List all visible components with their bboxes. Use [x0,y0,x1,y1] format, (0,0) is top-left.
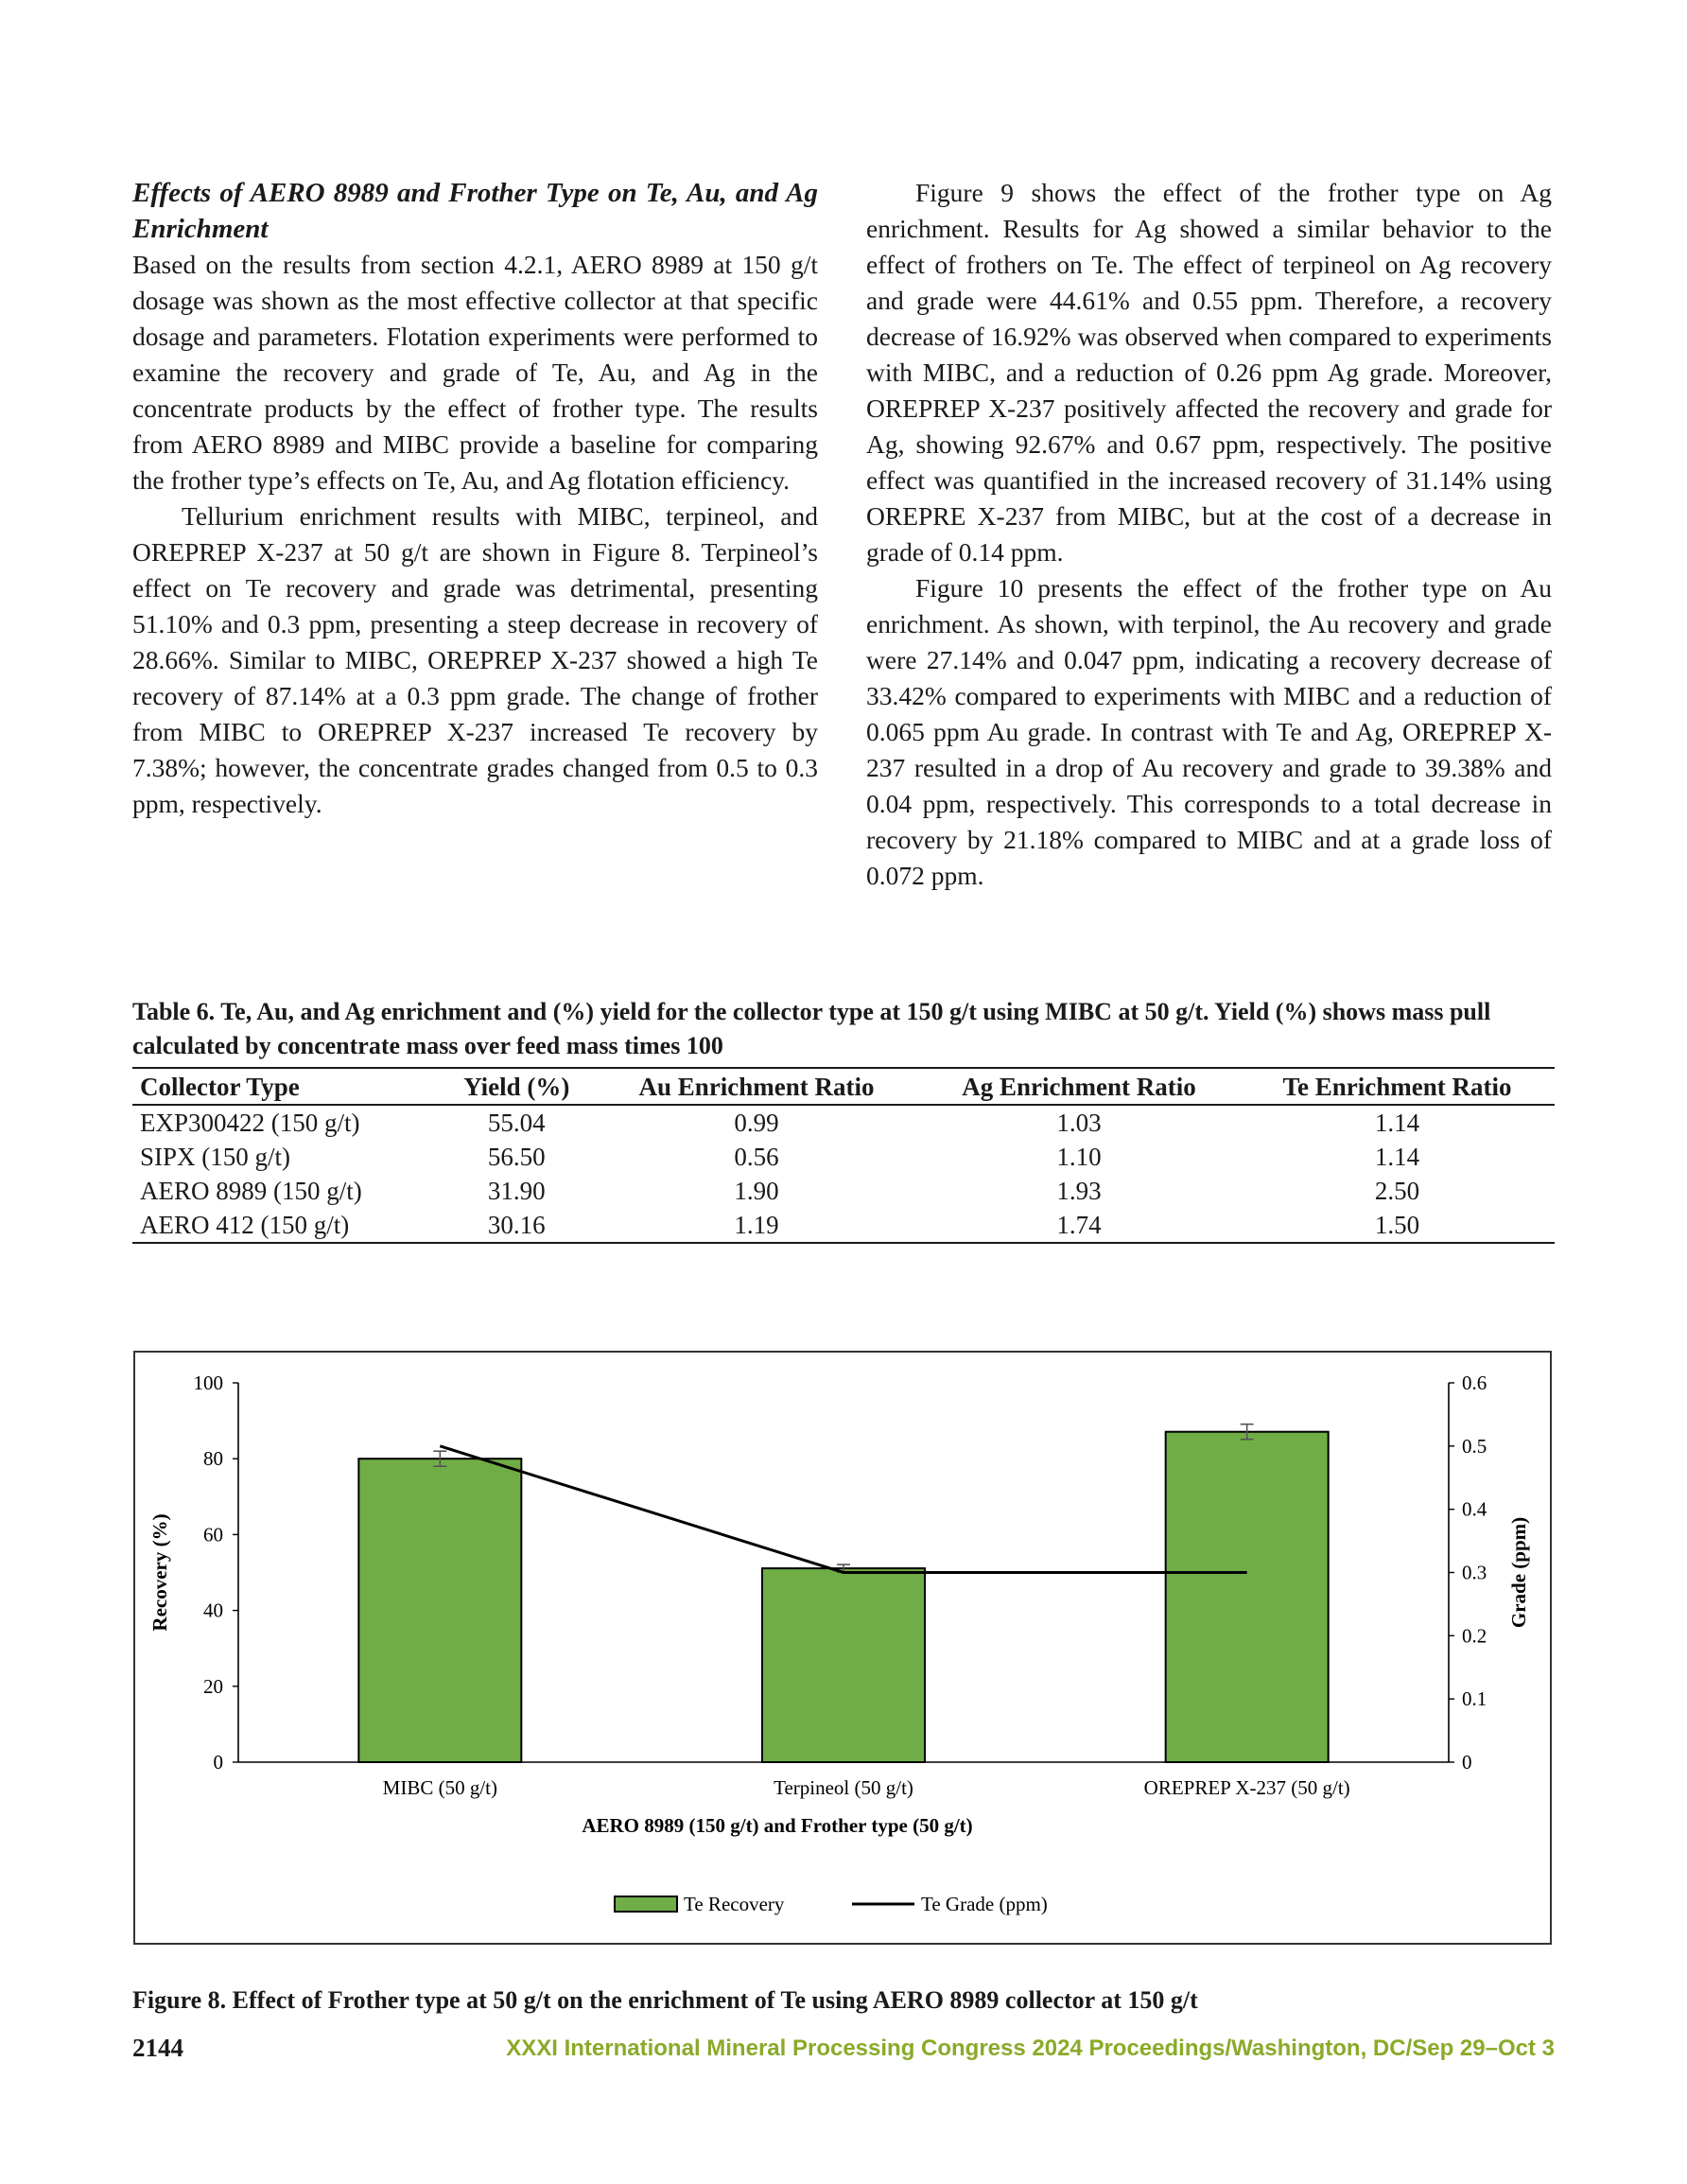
table-cell: 1.14 [1374,1109,1420,1137]
column-header: Te Enrichment Ratio [1240,1068,1555,1105]
y2-tick-label: 0.4 [1462,1497,1487,1521]
bar [762,1568,925,1762]
y2-tick-label: 0 [1462,1751,1472,1773]
table-cell: 1.14 [1374,1143,1420,1171]
table-cell: SIPX (150 g/t) [140,1143,291,1171]
y2-tick-label: 0.2 [1462,1624,1487,1648]
y2-tick-label: 0.3 [1462,1561,1487,1584]
table-cell: 30.16 [439,1208,595,1243]
paragraph: Figure 9 shows the effect of the frother type on Ag enrichment. Results for Ag showed a similar behavior to the effect of frothers on Te. The effect of terpineol on Ag recovery and grade were 44.61% and 0.55 ppm. Therefore, a recovery decrease of 16.92% was observed when compared to experiments with MIBC, and a reduction of 0.26 ppm Ag grade. Moreover, OREPREP X-237 positively affected the recovery and grade for Ag, showing 92.67% and 0.67 ppm, respectively. The positive effect was quantified in the increased recovery of 31.14% using OREPRE X-237 from MIBC, but at the cost of a decrease in grade of 0.14 ppm. [866,178,1552,567]
x-tick-label: MIBC (50 g/t) [382,1776,498,1799]
legend-label: Te Grade (ppm) [921,1893,1048,1915]
table-cell: 1.90 [734,1177,779,1205]
y-axis-title: Recovery (%) [148,1513,171,1632]
table-cell: 1.50 [1240,1208,1555,1243]
table-cell: 2.50 [1374,1177,1420,1205]
table-row [132,1174,1555,1208]
y-tick-label: 0 [213,1751,223,1773]
chart-canvas [135,1353,1550,1943]
column-header: Au Enrichment Ratio [595,1068,918,1105]
y-tick-label: 60 [203,1523,223,1546]
bar [358,1459,521,1762]
y-tick-label: 20 [203,1674,223,1698]
legend-label: Te Recovery [684,1893,785,1915]
page-number: 2144 [132,2034,183,2062]
column-header: Yield (%) [439,1068,595,1105]
bar [1166,1432,1329,1762]
x-axis-title: AERO 8989 (150 g/t) and Frother type (50 g/t) [582,1814,973,1837]
left-column [132,175,818,822]
table-cell: 0.56 [734,1143,779,1171]
table-cell: 56.50 [487,1143,546,1171]
figure-8-chart [133,1351,1552,1945]
table-cell: 55.04 [487,1109,546,1137]
paragraph: Tellurium enrichment results with MIBC, terpineol, and OREPREP X-237 at 50 g/t are shown in Figure 8. Terpineol’s effect on Te recovery and grade was detrimental, presenting 51.10% and 0.3 ppm, presenting a steep decrease in recovery of 28.66%. Similar to MIBC, OREPREP X-237 showed a high Te recovery of 87.14% at a 0.3 ppm grade. The change of frother from MIBC to OREPREP X-237 increased Te recovery by 7.38%; however, the concentrate grades changed from 0.5 to 0.3 ppm, respectively. [132,501,818,818]
table-header-row [132,1068,1555,1105]
enrichment-table [132,1067,1555,1244]
table-cell: 0.99 [734,1109,779,1137]
table-cell: 1.93 [1056,1177,1102,1205]
table-row [132,1140,1555,1174]
table-6 [132,995,1555,1244]
table-cell: AERO 8989 (150 g/t) [140,1177,362,1205]
section-heading: Effects of AERO 8989 and Frother Type on Te, Au, and Ag Enrichment [132,178,818,244]
column-header: Collector Type [132,1068,439,1105]
y2-tick-label: 0.1 [1462,1687,1487,1711]
right-column [866,175,1552,894]
table-cell: EXP300422 (150 g/t) [140,1109,360,1137]
table-cell: 1.74 [918,1208,1240,1243]
table-caption: Table 6. Te, Au, and Ag enrichment and (%) yield for the collector type at 150 g/t using MIBC at 50 g/t. Yield (%) shows mass pull calculated by concentrate mass over feed mass times 100 [132,998,1491,1059]
legend-swatch-bar [615,1896,677,1912]
y2-tick-label: 0.5 [1462,1434,1487,1458]
y2-tick-label: 0.6 [1462,1372,1487,1394]
grade-line [440,1446,1246,1573]
table-cell: 31.90 [487,1177,546,1205]
paragraph: Based on the results from section 4.2.1, AERO 8989 at 150 g/t dosage was shown as the most effective collector at that specific dosage and parameters. Flotation experiments were performed to examine the recovery and grade of Te, Au, and Ag in the concentrate products by the effect of frother type. The results from AERO 8989 and MIBC provide a baseline for comparing the frother type’s effects on Te, Au, and Ag flotation efficiency. [132,250,818,495]
proceedings-title: XXXI International Mineral Processing Congress 2024 Proceedings/Washington, DC/Sep 29–Oct 3 [506,2035,1555,2061]
table-cell: 1.03 [1056,1109,1102,1137]
table-cell: 1.10 [1056,1143,1102,1171]
y2-axis-title: Grade (ppm) [1507,1516,1530,1629]
figure-caption: Figure 8. Effect of Frother type at 50 g/t on the enrichment of Te using AERO 8989 collector at 150 g/t [132,1986,1198,2014]
y-tick-label: 80 [203,1447,223,1471]
table-cell: 1.19 [595,1208,918,1243]
table-cell: AERO 412 (150 g/t) [132,1208,439,1243]
table-row [132,1208,1555,1243]
x-tick-label: OREPREP X-237 (50 g/t) [1143,1776,1350,1799]
paragraph: Figure 10 presents the effect of the frother type on Au enrichment. As shown, with terpinol, the Au recovery and grade were 27.14% and 0.047 ppm, indicating a recovery decrease of 33.42% compared to experiments with MIBC and a reduction of 0.065 ppm Au grade. In contrast with Te and Ag, OREPREP X-237 resulted in a drop of Au recovery and grade to 39.38% and 0.04 ppm, respectively. This corresponds to a total decrease in recovery by 21.18% compared to MIBC and at a grade loss of 0.072 ppm. [866,573,1552,890]
y-tick-label: 100 [193,1372,223,1394]
x-tick-label: Terpineol (50 g/t) [774,1776,913,1799]
y-tick-label: 40 [203,1599,223,1622]
column-header: Ag Enrichment Ratio [918,1068,1240,1105]
table-row [132,1105,1555,1140]
